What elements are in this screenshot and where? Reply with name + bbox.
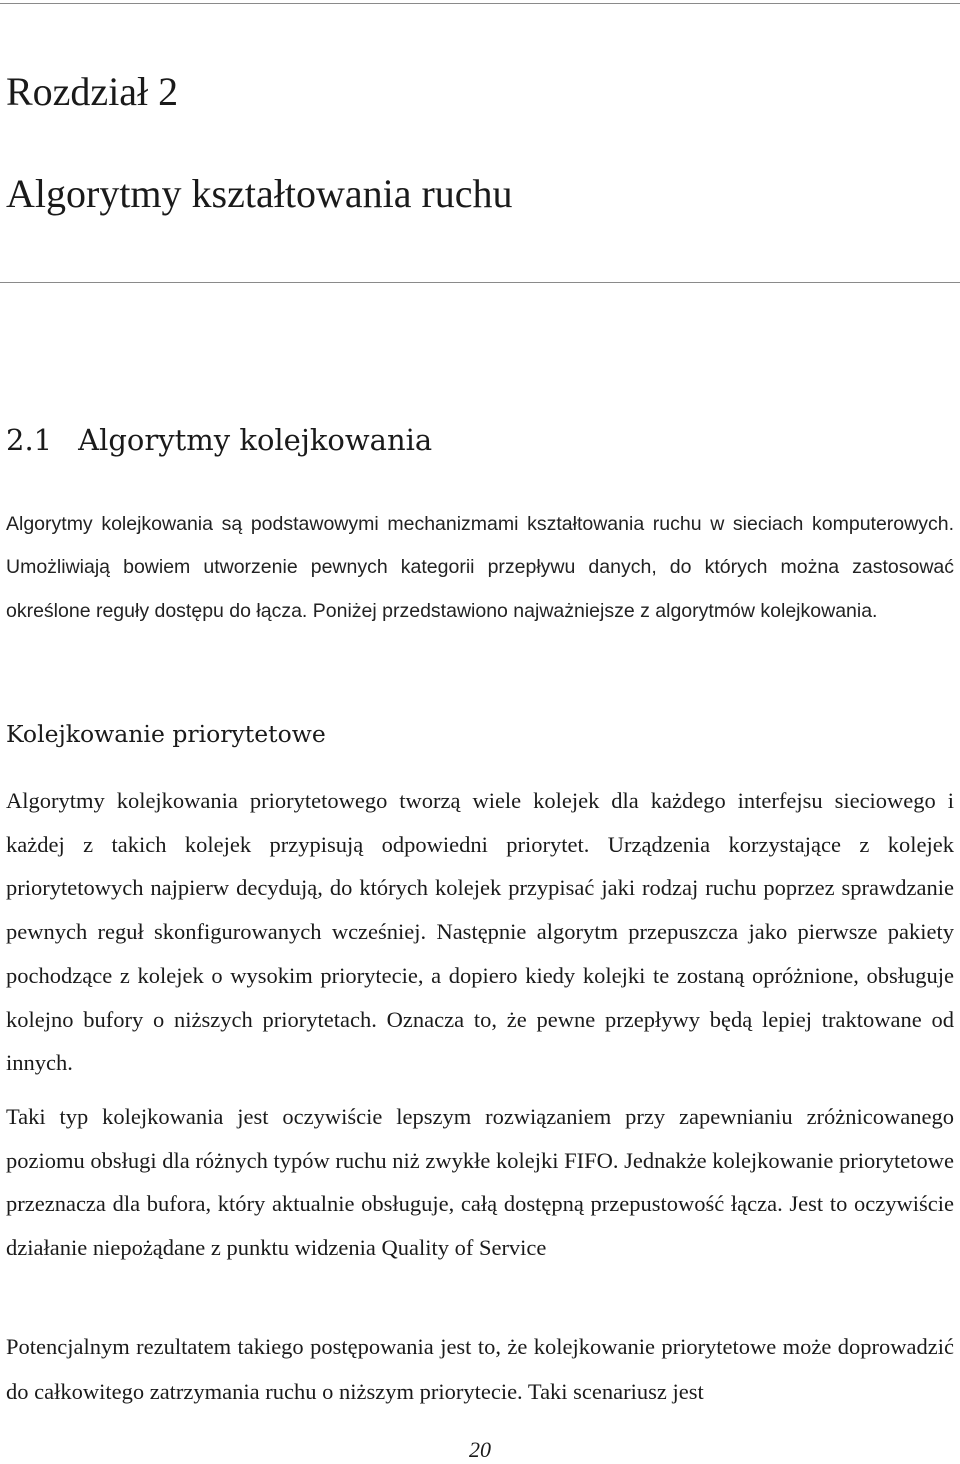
chapter-title: Algorytmy kształtowania ruchu (6, 171, 513, 216)
body-paragraph-3: Potencjalnym rezultatem takiego postępowania jest to, że kolejkowanie priorytetowe może doprowadzić do całkowitego zatrzymania ruchu o niższym priorytecie. Taki scenariusz jest (6, 1334, 954, 1404)
section-heading (6, 418, 432, 462)
top-rule (0, 3, 960, 4)
section-intro-paragraph: Algorytmy kolejkowania są podstawowymi mechanizmami kształtowania ruchu w sieciach komputerowych. Umożliwiają bowiem utworzenie pewnych kategorii przepływu danych, do których można zastosować określone reguły dostępu do łącza. Poniżej przedstawiono najważniejsze z algorytmów kolejkowania. (6, 513, 954, 622)
section-number: 2.1 (6, 423, 53, 457)
chapter-label: Rozdział 2 (6, 69, 179, 114)
page-number: 20 (469, 1437, 491, 1462)
body-paragraph-1: Algorytmy kolejkowania priorytetowego tworzą wiele kolejek dla każdego interfejsu sieciowego i każdej z takich kolejek przypisują odpowiedni priorytet. Urządzenia korzystające z kolejek priorytetowych najpierw decydują, do których kolejek przypisać jaki rodzaj ruchu poprzez sprawdzanie pewnych reguł skonfigurowanych wcześniej. Następnie algorytm przepuszcza jako pierwsze pakiety pochodzące z kolejek o wysokim priorytecie, a dopiero kiedy kolejki te zostaną opróżnione, obsługuje kolejno bufory o niższych priorytetach. Oznacza to, że pewne przepływy będą lepiej traktowane od innych. (6, 788, 954, 1076)
body-paragraph-2: Taki typ kolejkowania jest oczywiście lepszym rozwiązaniem przy zapewnianiu zróżnicowanego poziomu obsługi dla różnych typów ruchu niż zwykłe kolejki FIFO. Jednakże kolejkowanie priorytetowe przeznacza dla bufora, który aktualnie obsługuje, całą dostępną przepustowość łącza. Jest to oczywiście działanie niepożądane z punktu widzenia Quality of Service (6, 1104, 954, 1260)
subsection-heading: Kolejkowanie priorytetowe (6, 720, 326, 748)
chapter-divider (0, 282, 960, 283)
section-title: Algorytmy kolejkowania (78, 423, 433, 457)
